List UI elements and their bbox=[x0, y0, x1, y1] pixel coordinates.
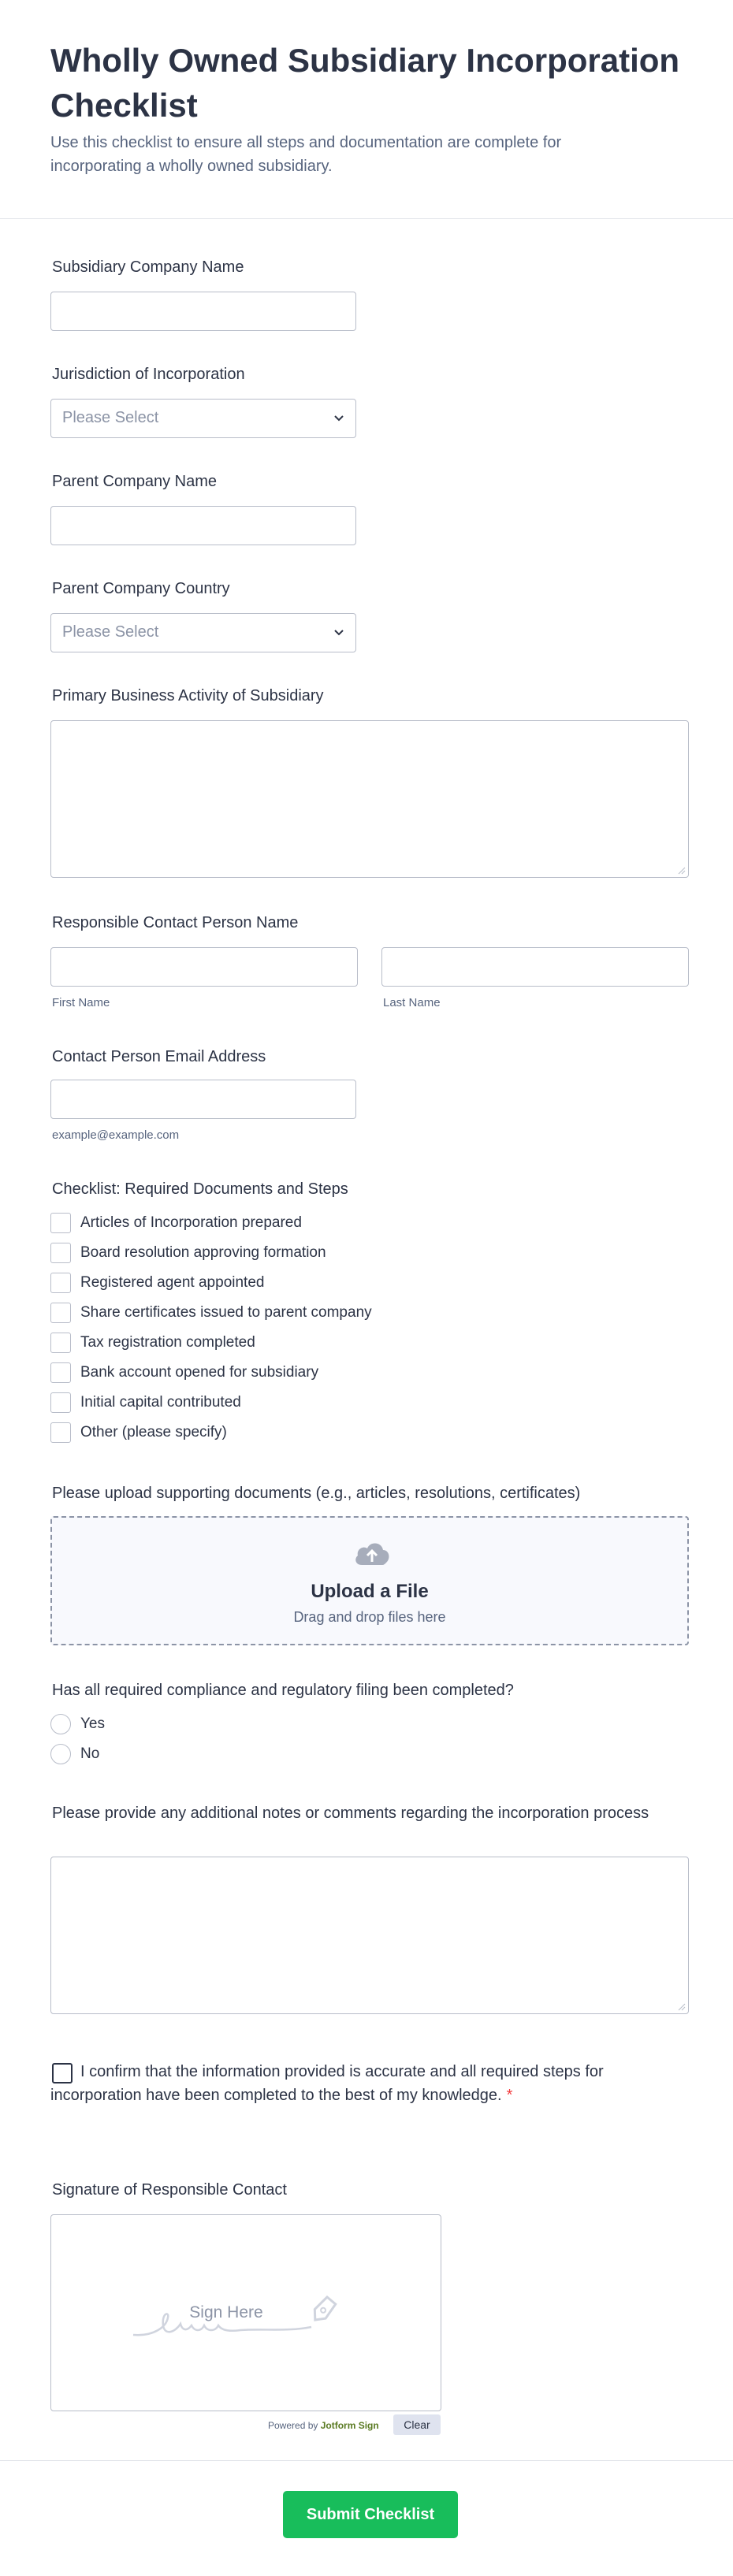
contact-email-label: Contact Person Email Address bbox=[52, 1048, 266, 1065]
file-upload-dropzone[interactable] bbox=[50, 1516, 689, 1645]
form-header bbox=[0, 0, 733, 219]
notes-label: Please provide any additional notes or comments regarding the incorporation process bbox=[52, 1805, 649, 1822]
parent-name-input[interactable] bbox=[50, 506, 356, 545]
checkbox[interactable] bbox=[50, 1273, 71, 1293]
resize-grip-icon[interactable] bbox=[678, 2003, 686, 2011]
checkbox[interactable] bbox=[50, 1213, 71, 1233]
checkbox[interactable] bbox=[50, 1422, 71, 1443]
sign-here-placeholder: Sign Here bbox=[189, 2303, 263, 2321]
notes-textarea[interactable] bbox=[50, 1857, 689, 2014]
signature-pad[interactable] bbox=[50, 2214, 441, 2411]
submit-button[interactable]: Submit Checklist bbox=[283, 2491, 458, 2538]
jurisdiction-placeholder: Please Select bbox=[62, 409, 159, 426]
checklist-item[interactable]: Bank account opened for subsidiary bbox=[50, 1362, 318, 1383]
upload-label: Please upload supporting documents (e.g., articles, resolutions, certificates) bbox=[52, 1485, 581, 1502]
business-activity-textarea[interactable] bbox=[50, 720, 689, 878]
checkbox[interactable] bbox=[50, 1303, 71, 1323]
checkbox[interactable] bbox=[50, 1243, 71, 1263]
checklist-item[interactable]: Share certificates issued to parent company bbox=[50, 1303, 372, 1323]
checklist-item[interactable]: Tax registration completed bbox=[50, 1333, 255, 1353]
first-name-sublabel: First Name bbox=[52, 996, 110, 1009]
checkbox[interactable] bbox=[50, 1392, 71, 1413]
upload-title: Upload a File bbox=[311, 1581, 429, 1602]
checklist-item[interactable]: Other (please specify) bbox=[50, 1422, 227, 1443]
checklist-label: Checklist: Required Documents and Steps bbox=[52, 1180, 348, 1198]
upload-subtitle: Drag and drop files here bbox=[293, 1609, 446, 1625]
chevron-down-icon bbox=[332, 411, 346, 425]
subsidiary-name-input[interactable] bbox=[50, 292, 356, 331]
parent-country-select[interactable] bbox=[50, 613, 356, 652]
parent-country-label: Parent Company Country bbox=[52, 580, 230, 597]
radio-button[interactable] bbox=[50, 1744, 71, 1764]
page-subtitle: Use this checklist to ensure all steps and documentation are complete for incorporating a wholly owned subsidiary. bbox=[50, 134, 562, 175]
jurisdiction-select[interactable] bbox=[50, 399, 356, 438]
chevron-down-icon bbox=[332, 625, 346, 639]
jotform-sign-brand: Jotform Sign bbox=[320, 2420, 379, 2431]
compliance-label: Has all required compliance and regulatory filing been completed? bbox=[52, 1682, 514, 1699]
email-input[interactable] bbox=[50, 1080, 356, 1119]
required-asterisk: * bbox=[506, 2087, 513, 2104]
resize-grip-icon[interactable] bbox=[678, 867, 686, 875]
clear-signature-button[interactable]: Clear bbox=[393, 2414, 441, 2435]
parent-country-placeholder: Please Select bbox=[62, 623, 159, 641]
signature-label: Signature of Responsible Contact bbox=[52, 2181, 287, 2199]
contact-name-label: Responsible Contact Person Name bbox=[52, 914, 299, 931]
radio-option-no[interactable]: No bbox=[50, 1743, 99, 1765]
checklist-item[interactable]: Articles of Incorporation prepared bbox=[50, 1213, 302, 1233]
divider bbox=[0, 2460, 733, 2461]
checklist-item[interactable]: Initial capital contributed bbox=[50, 1392, 241, 1413]
checklist-item[interactable]: Registered agent appointed bbox=[50, 1273, 264, 1293]
business-activity-label: Primary Business Activity of Subsidiary bbox=[52, 687, 324, 704]
last-name-sublabel: Last Name bbox=[383, 996, 441, 1009]
confirm-statement: I confirm that the information provided is accurate and all required steps for incorporation have been completed to the best of my knowledge. * bbox=[50, 2063, 604, 2104]
radio-button[interactable] bbox=[50, 1714, 71, 1734]
page-title: Wholly Owned Subsidiary Incorporation Checklist bbox=[50, 42, 680, 124]
checkbox[interactable] bbox=[50, 1362, 71, 1383]
last-name-input[interactable] bbox=[381, 947, 689, 987]
radio-option-yes[interactable]: Yes bbox=[50, 1713, 105, 1735]
jurisdiction-label: Jurisdiction of Incorporation bbox=[52, 366, 245, 383]
parent-name-label: Parent Company Name bbox=[52, 473, 217, 490]
powered-by: Powered by Jotform Sign bbox=[268, 2420, 379, 2431]
checklist-item[interactable]: Board resolution approving formation bbox=[50, 1243, 326, 1263]
subsidiary-name-label: Subsidiary Company Name bbox=[52, 258, 244, 276]
email-sublabel: example@example.com bbox=[52, 1128, 180, 1142]
cloud-upload-icon bbox=[352, 1538, 392, 1568]
first-name-input[interactable] bbox=[50, 947, 358, 987]
checkbox[interactable] bbox=[50, 1333, 71, 1353]
